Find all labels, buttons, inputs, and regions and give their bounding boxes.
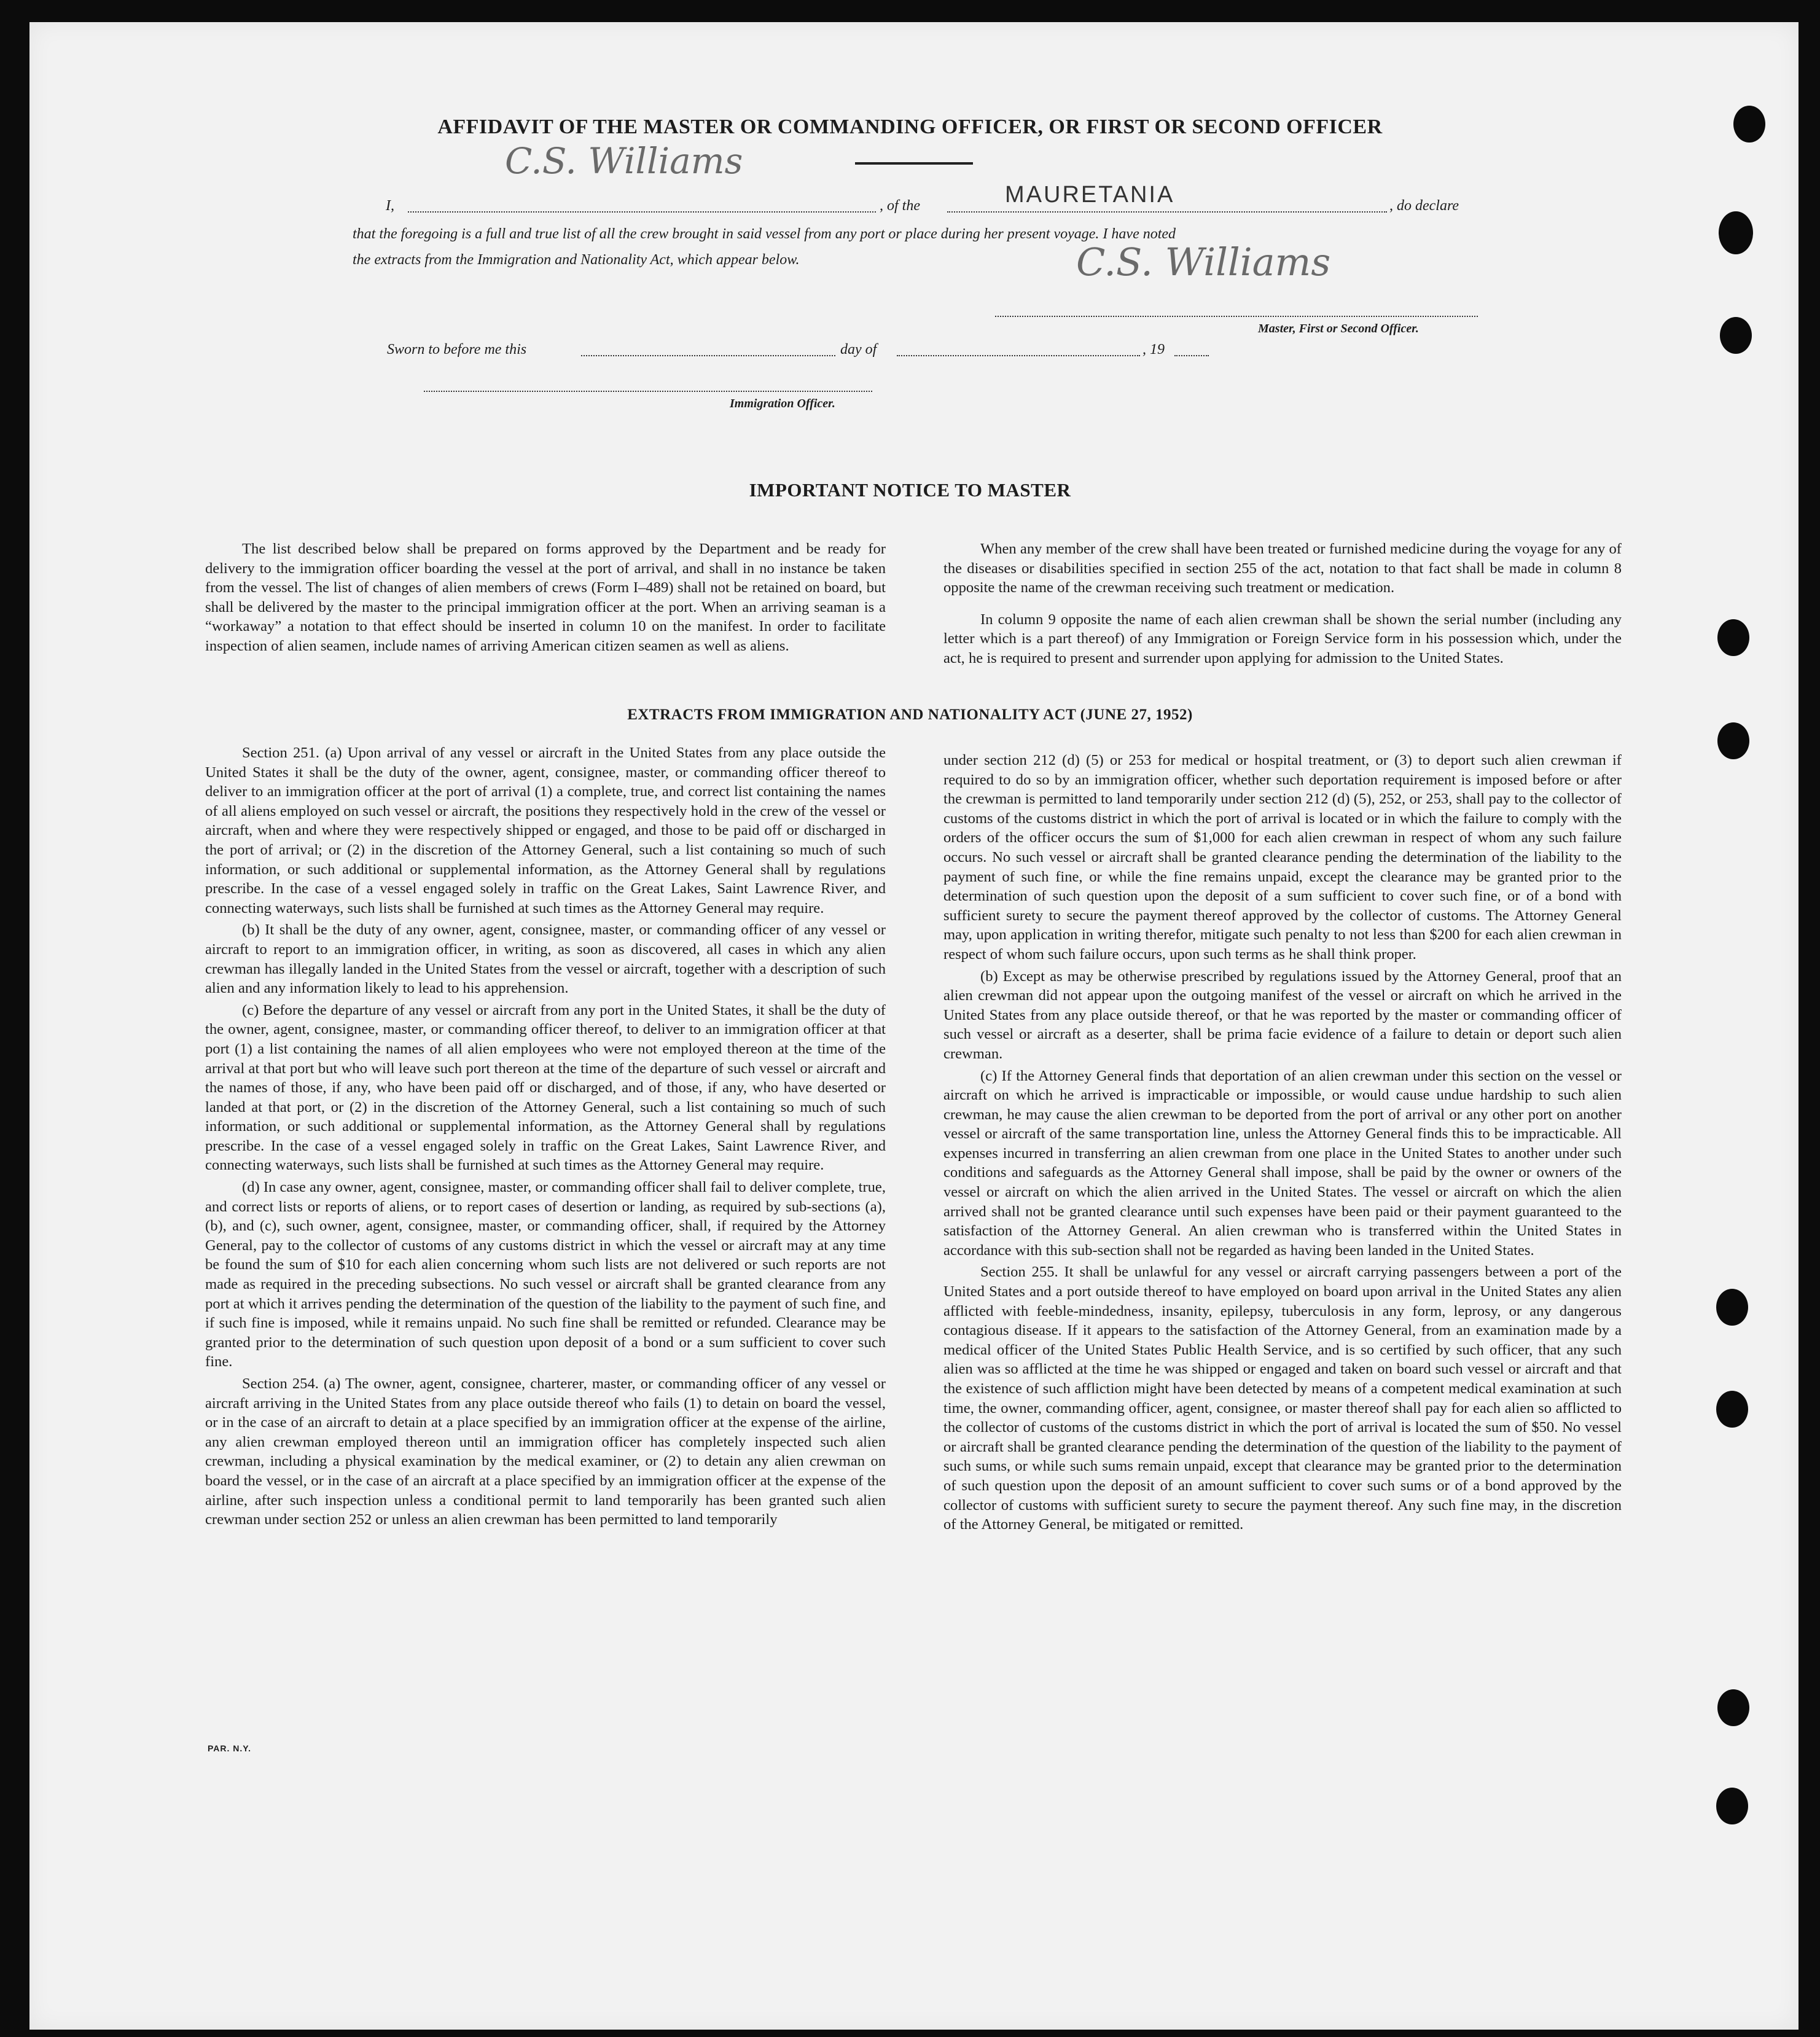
notice-right-column [943,539,1622,671]
notice-paragraph: The list described below shall be prepared on forms approved by the Department and be ready for delivery to the immigration officer boarding the vessel at the port of arrival, and shall in no instance be taken from the vessel. The list of changes of alien members of crews (Form I–489) shall not be retained on board, but shall be delivered by the master to the principal immigration officer at the port. When an arriving seaman is a “workaway” a notation to that effect should be inserted in column 10 on the manifest. In order to facilitate inspection of alien seamen, include names of arriving American citizen seamen as well as aliens. [205,541,886,654]
immigration-officer-label: Immigration Officer. [730,397,835,410]
section-251d: (d) In case any owner, agent, consignee, master, or commanding officer shall fail to deliver complete, true, and correct lists or reports of aliens, or to report cases of desertion or landing, as required by sub-sections (a), (b), and (c), such owner, agent, consignee, master, or commanding officer, shall, if required by the Attorney General, pay to the collector of customs of any customs district in which the vessel or aircraft may at any time be found the sum of $10 for each alien concerning whom such lists are not delivered or such reports are not made as required in the preceding subsections. No such vessel or aircraft shall be granted clearance from any port at which it arrives pending the determination of the question of the liability to the payment of such fine, and if such fine is imposed, while it remains unpaid. No such fine shall be remitted or refunded. Clearance may be granted prior to the determination of such question upon deposit of a bond or a sum sufficient to cover such fine. [205,1179,886,1370]
handwritten-name: C.S. Williams [505,140,743,182]
binder-hole [1717,1689,1749,1726]
section-251b: (b) It shall be the duty of any owner, agent, consignee, master, or commanding officer of any vessel or aircraft to report to an immigration officer, in writing, as soon as discovered, all cases in which any alien crewman has illegally landed in the United States from the vessel or aircraft, together with a description of such alien and any information likely to lead to his apprehension. [205,921,886,997]
statement-line-1: that the foregoing is a full and true list of all the crew brought in said vessel from any port or place during her present voyage. I have noted [353,226,1176,242]
sworn-label: Sworn to before me this [387,342,527,358]
immigration-officer-line [424,391,872,392]
binder-hole [1720,317,1752,354]
section-251a: Section 251. (a) Upon arrival of any vessel or aircraft in the United States from any place outside the United States it shall be the duty of the owner, agent, consignee, master, or commanding officer thereof to deliver to an immigration officer at the port of arrival (1) a complete, true, and correct list containing the names of all aliens employed on such vessel or aircraft, the positions they respectively hold in the crew of the vessel or aircraft, when and where they were respectively shipped or engaged, and those to be paid off or discharged in the port of arrival; or (2) in the discretion of the Attorney General, such a list containing so much of such information, or such additional or supplemental information, as the Attorney General shall by regulations prescribe. In the case of a vessel engaged solely in traffic on the Great Lakes, Saint Lawrence River, and connecting waterways, such lists shall be furnished at such times as the Attorney General may require. [205,745,886,917]
affidavit-title: AFFIDAVIT OF THE MASTER OR COMMANDING OFFICER, OR FIRST OR SECOND OFFICER [437,115,1383,138]
section-254a-continued: under section 212 (d) (5) or 253 for medical or hospital treatment, or (3) to deport such alien crewman if required to do so by an immigration officer, whether such deportation requirement is imposed before or after the crewman is permitted to land temporarily under section 212 (d) (5), 252, or 253, shall pay to the collector of customs of the customs district in which the port of arrival is located or in which the failure to comply with the orders of the officer occurs the sum of $1,000 for each alien crewman in respect of whom any such failure occurs. No such vessel or aircraft shall be granted clearance pending the determination of the liability to the payment of such fine, or while the fine remains unpaid, except the clearance may be granted prior to the determination of such question upon the deposit of a sum sufficient to cover such fine, or of a bond with sufficient surety to secure the payment thereof approved by the collector of customs. The Attorney General may, upon application in writing therefor, mitigate such penalty to not less than $200 for each alien crewman in respect of whom such failure occurs, upon such terms as he shall think proper. [943,752,1622,963]
notice-paragraph: In column 9 opposite the name of each alien crewman shall be shown the serial number (including any letter which is a part thereof) of any Immigration or Foreign Service form in his possession which, under the act, he is required to present and surrender upon applying for admission to the United States. [943,611,1622,667]
extracts-left-column [205,743,886,1532]
title-rule [855,162,973,165]
binder-hole [1717,619,1749,656]
day-of-label: day of [840,342,877,358]
master-label: Master, First or Second Officer. [1258,322,1419,335]
vessel-line [947,211,1387,213]
printer-mark: PAR. N.Y. [208,1743,251,1753]
vessel-name: MAURETANIA [1005,182,1175,208]
year-line [1174,355,1209,356]
notice-paragraph: When any member of the crew shall have been treated or furnished medicine during the voyage for any of the diseases or disabilities specified in section 255 of the act, notation to that fact shall be made in column 8 opposite the name of the crewman receiving such treatment or medication. [943,541,1622,596]
statement-line-2: the extracts from the Immigration and Nationality Act, which appear below. [353,252,800,268]
i-label: I, [386,198,394,214]
sworn-month-line [897,355,1140,356]
section-254c: (c) If the Attorney General finds that deportation of an alien crewman under this section on the vessel or aircraft on which he arrived is impracticable or impossible, or would cause undue hardship to such alien crewman, he may cause the alien crewman to be deported from the port of arrival or any other port on another vessel or aircraft of the same transportation line, unless the Attorney General finds this to be impracticable. All expenses incurred in transferring an alien crewman from one place in the United States to another under such conditions and safeguards as the Attorney General shall impose, shall be paid by the owner or owners of the vessel or aircraft on which the alien arrived in the United States. The vessel or aircraft on which the alien arrived shall not be granted clearance until such expenses have been paid or their payment guaranteed to the satisfaction of the Attorney General. An alien crewman who is transferred within the United States in accordance with this sub-section shall not be regarded as having been landed in the United States. [943,1067,1622,1259]
binder-hole [1716,1289,1748,1326]
binder-hole [1716,1788,1748,1824]
section-251c: (c) Before the departure of any vessel or aircraft from any port in the United States, it shall be the duty of the owner, agent, consignee, master, or commanding officer thereof, to deliver to an immigration officer at that port (1) a list containing the names of all alien employees who were not employed thereon at the time of the arrival at that port but who will leave such port thereon at the time of the departure of such vessel or aircraft and the names of those, if any, who have been paid off or discharged, and of those, if any, who have deserted or landed at that port, or (2) in the discretion of the Attorney General, such a list containing so much of such information, or such additional or supplemental information, as the Attorney General shall by regulations prescribe. In the case of a vessel engaged solely in traffic on the Great Lakes, Saint Lawrence River, and connecting waterways, such lists shall be furnished at such times as the Attorney General may require. [205,1001,886,1174]
binder-hole [1719,211,1753,254]
section-254a: Section 254. (a) The owner, agent, consignee, charterer, master, or commanding officer of any vessel or aircraft arriving in the United States from any place outside thereof who fails (1) to detain on board the vessel, or in the case of an aircraft to detain at a place specified by an immigration officer at the expense of the airline, any alien crewman employed thereon until an immigration officer has completely inspected such alien crewman, including a physical examination by the medical examiner, or (2) to detain any alien crewman on board the vessel, or in the case of an aircraft at a place specified by an immigration officer at the expense of the airline, after such inspection unless a conditional permit to land temporarily has been granted such alien crewman under section 252 or unless an alien crewman has been permitted to land temporarily [205,1375,886,1528]
extracts-right-column [943,751,1622,1537]
master-signature-line [995,316,1478,317]
notice-left-column [205,539,886,659]
of-the-label: , of the [880,198,920,214]
binder-hole [1716,1391,1748,1428]
notice-heading: IMPORTANT NOTICE TO MASTER [749,479,1071,501]
sworn-day-line [581,355,835,356]
master-signature: C.S. Williams [1076,240,1331,284]
do-declare-label: , do declare [1389,198,1459,214]
extracts-heading: EXTRACTS FROM IMMIGRATION AND NATIONALITY ACT (JUNE 27, 1952) [627,706,1193,723]
section-255: Section 255. It shall be unlawful for any vessel or aircraft carrying passengers between a port of the United States and a port outside thereof to have employed on board upon arrival in the United States any alien afflicted with feeble-mindedness, insanity, epilepsy, tuberculosis in any form, leprosy, or any dangerous contagious disease. If it appears to the satisfaction of the Attorney General, from an examination made by a medical officer of the United States Public Health Service, and is so certified by such officer, that any such alien was so afflicted at the time he was shipped or engaged and taken on board such vessel or aircraft and that the existence of such affliction might have been detected by means of a competent medical examination at such time, the owner, commanding officer, agent, consignee, or master thereof shall pay for each alien so afflicted to the collector of customs of the customs district in which the port of arrival is located the sum of $50. No vessel or aircraft shall be granted clearance pending the determination of the question of the liability to the payment of such sums, or while such sums remain unpaid, except that clearance may be granted prior to the determination of such question upon the deposit of an amount sufficient to cover such sums or of a bond approved by the collector of customs with sufficient surety to secure the payment thereof. Any such fine may, in the discretion of the Attorney General, be mitigated or remitted. [943,1264,1622,1533]
year-label: , 19 [1142,342,1165,358]
section-254b: (b) Except as may be otherwise prescribed by regulations issued by the Attorney General, proof that an alien crewman did not appear upon the outgoing manifest of the vessel or aircraft on which he arrived in the United States from any place outside thereof, or that he was reported by the master or commanding officer of such vessel or aircraft as a deserter, shall be prima facie evidence of a failure to detain or deport such alien crewman. [943,968,1622,1062]
binder-hole [1717,722,1749,759]
name-line [408,211,876,213]
